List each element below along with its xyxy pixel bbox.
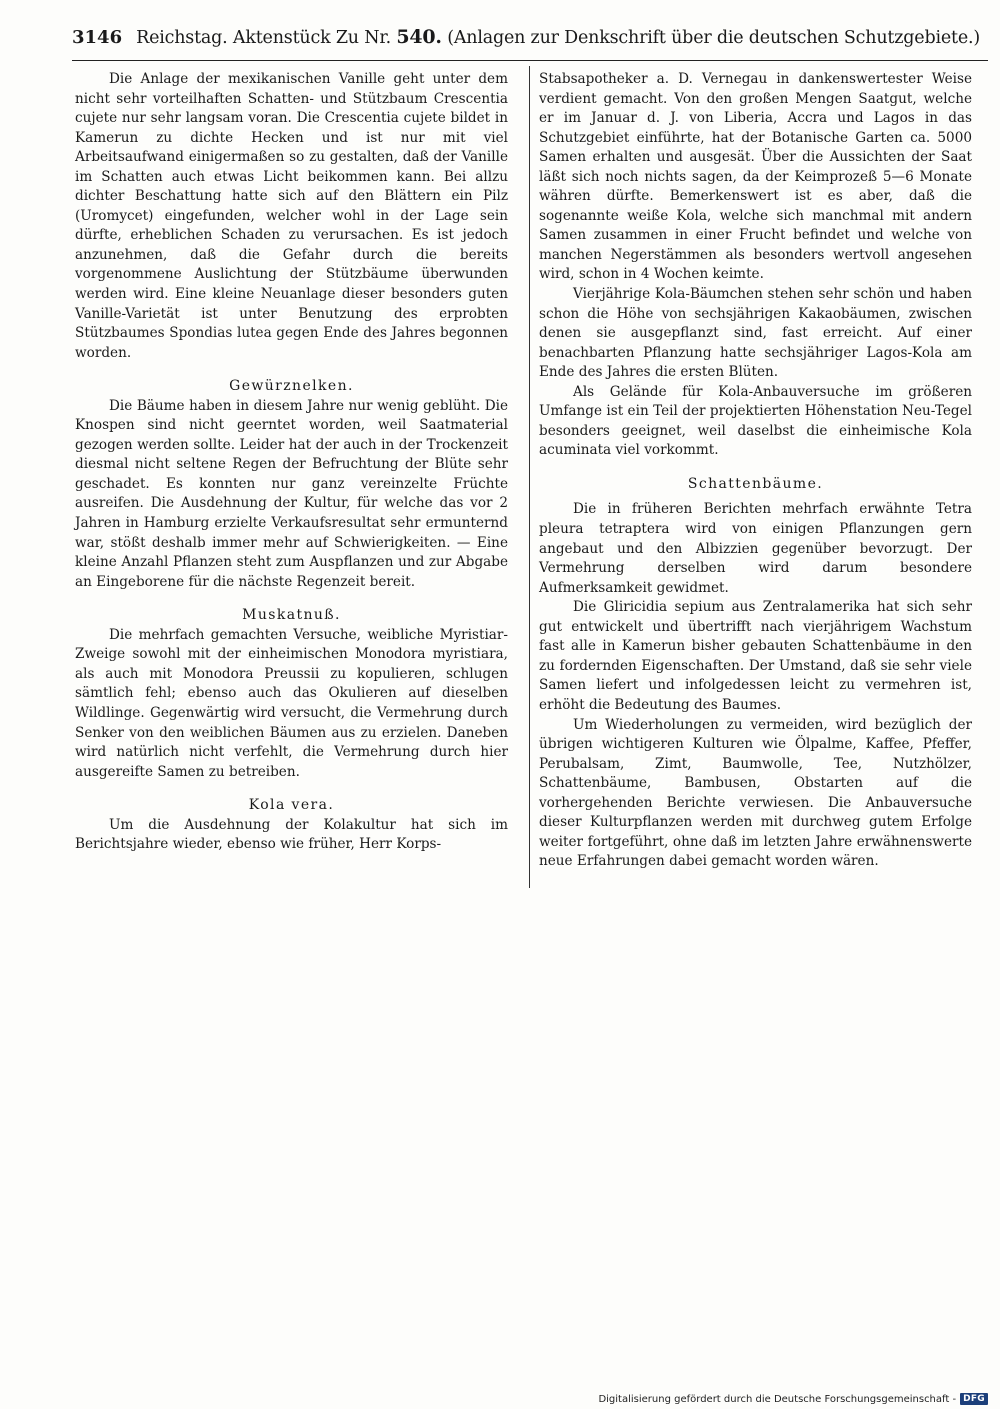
paragraph-gewuerznelken: Die Bäume haben in diesem Jahre nur wenig geblüht. Die Knospen sind nicht geerntet worden, weil Saatmaterial gezogen werden sollte. Leider hat der auch in der Trockenzeit diesmal nicht seltene Regen der Befruchtung der Blüte sehr geschadet. Es konnten nur ganz vereinzelte Früchte ausreifen. Die Ausdehnung der Kultur, für welche das vor 2 Jahren in Hamburg erzielte Verkaufsresultat sehr ermunternd war, stößt deshalb immer mehr auf Schwierigkeiten. — Eine kleine Anzahl Pflanzen steht zum Auspflanzen und zur Abgabe an Eingeborene für die nächste Regenzeit bereit.: [75, 397, 508, 590]
paragraph-vanille: Die Anlage der mexikanischen Vanille geht unter dem nicht sehr vorteilhaften Schatten- und Stützbaum Crescentia cujete nur sehr langsam voran. Die Crescentia cujete bildet in Kamerun zu dichte Hecken und ist nur mit viel Arbeitsaufwand einigermaßen so zu gestalten, daß der Vanille im Schatten auch etwas Licht beikommen kann. Bei allzu dichter Beschattung hatte sich auf den Blättern ein Pilz (Uromycet) eingefunden, welcher wohl in der Lage sein dürfte, erheblichen Schaden zu verursachen. Es ist jedoch anzunehmen, daß die Gefahr durch die bereits vorgenommene Auslichtung der Stützbäume überwunden werden wird. Eine kleine Neuanlage dieser besonders guten Vanille-Varietät ist unter Benutzung des erprobten Stützbaumes Spondias lutea gegen Ende des Jahres begonnen worden.: [75, 71, 508, 361]
heading-muskatnuss: Muskatnuß.: [242, 607, 341, 624]
paragraph-kola-baeumchen: Vierjährige Kola-Bäumchen stehen sehr schön und haben schon die Höhe von sechsjährigen Kakaobäumen, zwischen denen sie ausgepflanzt sind, fast erreicht. Auf einer benachbarten Pflanzung hatte sechsjähriger Lagos-Kola am Ende des Jahres die ersten Blüten.: [539, 286, 972, 381]
dfg-logo-icon: DFG: [960, 1393, 988, 1405]
running-head-prefix: Reichstag. Aktenstück Zu Nr.: [136, 28, 391, 48]
page-number: 3146: [72, 27, 123, 48]
paragraph-tetrapleura: Die in früheren Berichten mehrfach erwähnte Tetra pleura tetraptera wird von einigen Pflanzungen gern angebaut und den Albizzien gegenüber bevorzugt. Der Vermehrung derselben wird darum besondere Aufmerksamkeit gewidmet.: [539, 501, 972, 596]
paragraph-gliricidia: Die Gliricidia sepium aus Zentralamerika hat sich sehr gut entwickelt und übertrifft nach vierjährigem Wachstum fast alle in Kamerun bisher gebauten Schattenbäume in den zu fordernden Eigenschaften. Der Umstand, daß sie sehr viele Samen liefert und infolgedessen leicht zu vermehren ist, erhöht die Bedeutung des Baumes.: [539, 599, 972, 713]
right-column: [539, 70, 972, 872]
paragraph-kola-gelaende: Als Gelände für Kola-Anbauversuche im größeren Umfange ist ein Teil der projektierten Höhenstation Neu-Tegel besonders geeignet, weil daselbst die einheimische Kola acuminata viel vorkommt.: [539, 383, 972, 459]
digitization-footer: [598, 1392, 988, 1406]
paragraph-wiederholungen: Um Wiederholungen zu vermeiden, wird bezüglich der übrigen wichtigeren Kulturen wie Ölpalme, Kaffee, Pfeffer, Perubalsam, Zimt, Baumwolle, Tee, Nutzhölzer, Schattenbäume, Bambusen, Obstarten auf die vorhergehenden Berichte verwiesen. Die Anbauversuche dieser Kulturpflanzen werden mit durchweg gutem Erfolge weiter fortgeführt, ohne daß im letzten Jahre erwähnenswerte neue Erfahrungen dabei gemacht worden wären.: [539, 716, 972, 870]
running-header: [72, 26, 988, 56]
paragraph-kola-continued: Stabsapotheker a. D. Vernegau in dankenswertester Weise verdient gemacht. Von den großen Mengen Saatgut, welche er im Januar d. J. von Liberia, Accra und Lagos in das Schutzgebiet einführte, hat der Botanische Garten ca. 5000 Samen erhalten und ausgesät. Über die Aussichten der Saat läßt sich noch nichts sagen, da der Keimprozeß 5—6 Monate währen dürfte. Bemerkenswert ist es aber, daß die sogenannte weiße Kola, welche sich manchmal mit andern Samen zusammen in einer Frucht befindet und welche von manchen Negerstämmen als besonders wertvoll angesehen wird, schon in 4 Wochen keimte.: [539, 71, 972, 283]
header-rule: [72, 60, 988, 61]
heading-gewuerznelken: Gewürznelken.: [229, 378, 354, 395]
footer-text: Digitalisierung gefördert durch die Deutsche Forschungsgemeinschaft -: [598, 1393, 957, 1405]
running-head-title: [136, 26, 980, 48]
paragraph-muskatnuss: Die mehrfach gemachten Versuche, weibliche Myristiar-Zweige sowohl mit der einheimischen Monodora myristiara, als auch mit Monodora Preussii zu kopulieren, schlugen sämtlich fehl; ebenso auch das Okulieren auf dieselben Wildlinge. Gegenwärtig wird versucht, die Vermehrung durch Senker von den weiblichen Bäumen aus zu erzielen. Daneben wird natürlich nicht verfehlt, die Vermehrung durch hier ausgereifte Samen zu betreiben.: [75, 626, 508, 780]
heading-schattenbaeume: Schattenbäume.: [687, 475, 824, 492]
running-head-suffix: (Anlagen zur Denkschrift über die deutschen Schutzgebiete.): [447, 28, 980, 48]
left-column: [75, 70, 508, 855]
paragraph-kola-start: Um die Ausdehnung der Kolakultur hat sich im Berichtsjahre wieder, ebenso wie früher, Herr Korps-: [75, 816, 508, 853]
heading-kola-vera: Kola vera.: [248, 797, 335, 814]
column-divider: [529, 66, 530, 888]
document-number: 540.: [396, 26, 442, 48]
